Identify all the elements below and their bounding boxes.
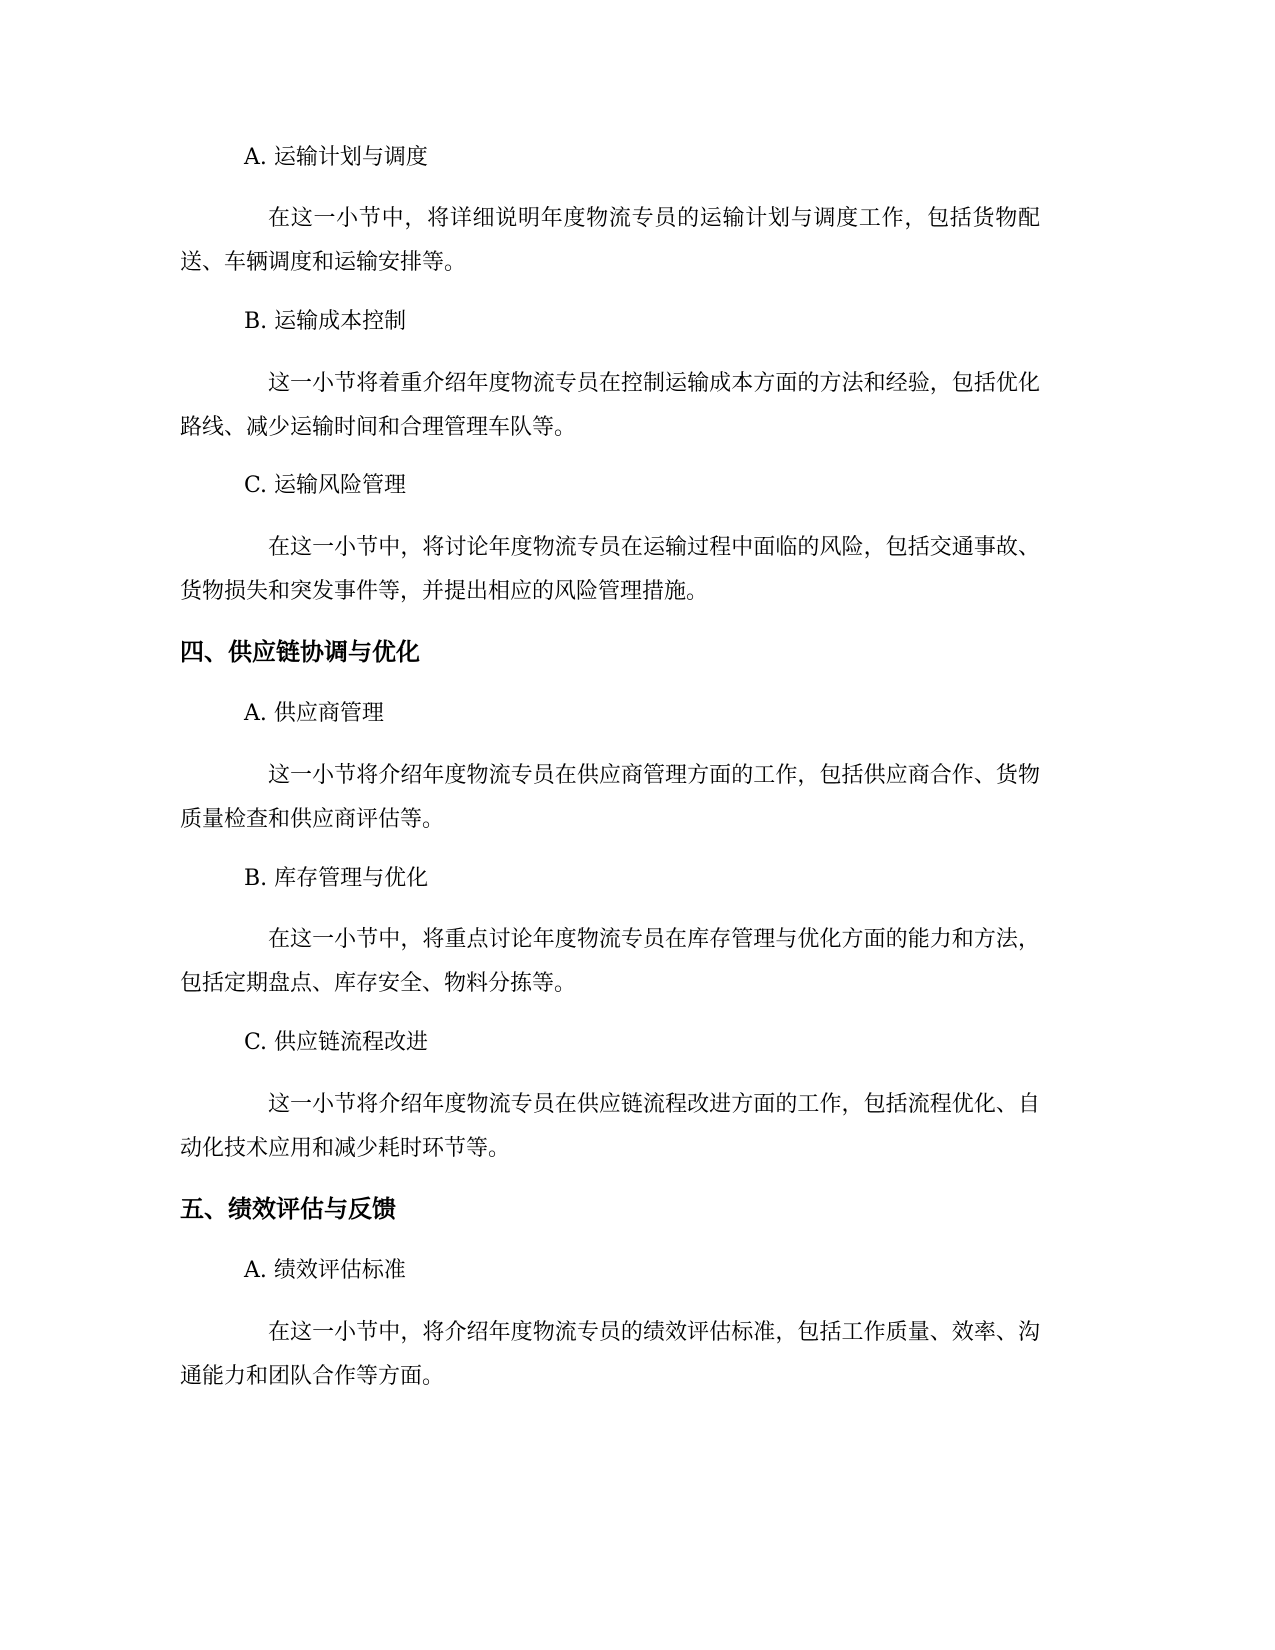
paragraph-process-improvement: 这一小节将介绍年度物流专员在供应链流程改进方面的工作，包括流程优化、自动化技术应用和减少耗时环节等。 <box>180 1092 1040 1161</box>
paragraph-supplier-management: 这一小节将介绍年度物流专员在供应商管理方面的工作，包括供应商合作、货物质量检查和供应商评估等。 <box>180 763 1040 832</box>
subsection-title-transport-risk: C. 运输风险管理 <box>244 473 407 498</box>
subsection-title-transport-planning: A. 运输计划与调度 <box>244 145 428 170</box>
paragraph-transport-planning: 在这一小节中，将详细说明年度物流专员的运输计划与调度工作，包括货物配送、车辆调度和运输安排等。 <box>180 206 1040 275</box>
subsection-title-inventory: B. 库存管理与优化 <box>244 866 429 891</box>
subsection-title-process-improvement: C. 供应链流程改进 <box>244 1030 429 1055</box>
paragraph-inventory: 在这一小节中，将重点讨论年度物流专员在库存管理与优化方面的能力和方法，包括定期盘点、库存安全、物料分拣等。 <box>180 927 1040 996</box>
paragraph-performance-criteria: 在这一小节中，将介绍年度物流专员的绩效评估标准，包括工作质量、效率、沟通能力和团队合作等方面。 <box>180 1320 1040 1389</box>
section-heading-performance: 五、绩效评估与反馈 <box>180 1195 396 1223</box>
paragraph-transport-risk: 在这一小节中，将讨论年度物流专员在运输过程中面临的风险，包括交通事故、货物损失和突发事件等，并提出相应的风险管理措施。 <box>180 535 1040 604</box>
subsection-title-supplier-management: A. 供应商管理 <box>244 701 384 726</box>
paragraph-transport-cost: 这一小节将着重介绍年度物流专员在控制运输成本方面的方法和经验，包括优化路线、减少运输时间和合理管理车队等。 <box>180 371 1040 440</box>
section-heading-supply-chain: 四、供应链协调与优化 <box>180 638 420 666</box>
subsection-title-transport-cost: B. 运输成本控制 <box>244 309 407 334</box>
subsection-title-performance-criteria: A. 绩效评估标准 <box>244 1258 406 1283</box>
